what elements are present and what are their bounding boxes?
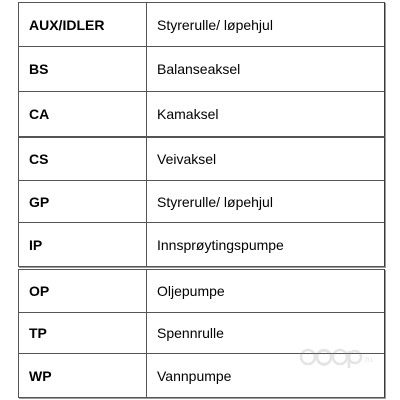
abbreviation-description: Oljepumpe — [157, 283, 225, 299]
abbreviation-code: BS — [19, 47, 147, 91]
legend-group-3 — [18, 269, 385, 398]
abbreviation-code: TP — [19, 313, 147, 353]
legend-row — [19, 354, 384, 397]
abbreviation-code: IP — [19, 223, 147, 266]
legend-group-1 — [18, 2, 385, 137]
abbreviation-description: Styrerulle/ løpehjul — [157, 193, 273, 210]
abbreviation-description: Styrerulle/ løpehjul — [157, 16, 273, 33]
legend-row — [19, 223, 384, 266]
abbreviation-code: OP — [19, 270, 147, 312]
legend-row — [19, 270, 384, 313]
abbreviation-description: Spennrulle — [157, 325, 224, 341]
abbreviation-description: Balanseaksel — [157, 61, 241, 77]
legend-row — [19, 138, 384, 181]
legend-group-2 — [18, 137, 385, 267]
legend-row — [19, 181, 384, 223]
legend-row — [19, 3, 384, 47]
legend-row — [19, 47, 384, 92]
abbreviation-code: CS — [19, 138, 147, 180]
abbreviation-code: AUX/IDLER — [19, 3, 147, 46]
legend-row — [19, 92, 384, 136]
legend-row — [19, 313, 384, 354]
abbreviation-description: Innsprøytingspumpe — [157, 236, 284, 253]
abbreviation-description: Vannpumpe — [157, 367, 232, 384]
svg-text:.ru: .ru — [363, 355, 373, 364]
abbreviation-code: CA — [19, 92, 147, 136]
abbreviation-code: GP — [19, 181, 147, 222]
abbreviation-description: Kamaksel — [157, 106, 219, 122]
abbreviation-description: Veivaksel — [157, 151, 217, 167]
abbreviation-code: WP — [19, 354, 147, 397]
